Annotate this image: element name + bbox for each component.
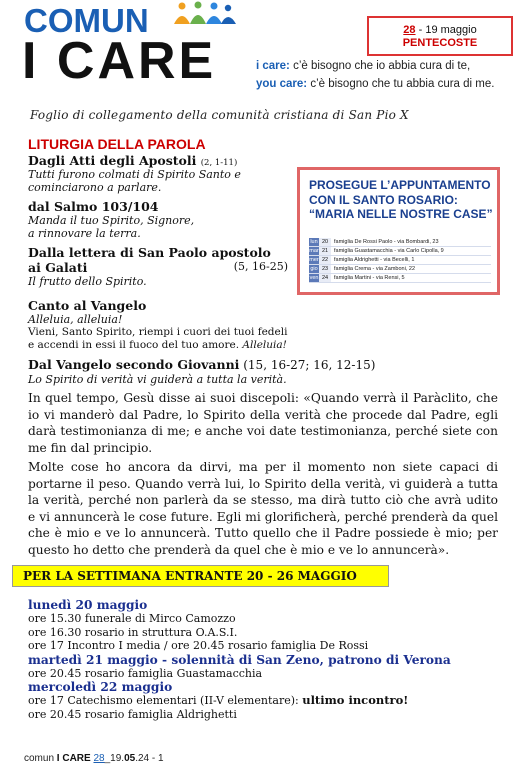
schedule-day: lunedì 20 maggio xyxy=(28,598,148,612)
week-schedule xyxy=(28,598,498,721)
liturgy-title: LITURGIA DELLA PAROLA xyxy=(28,136,206,152)
schedule-day: mercoledì 22 maggio xyxy=(28,680,173,694)
reading-line: Tutti furono colmati di Spirito Santo e xyxy=(28,168,241,181)
reading-line: cominciarono a parlare. xyxy=(28,181,162,194)
issue-date: - 19 maggio xyxy=(415,24,477,36)
reading-title: Dalla lettera di San Paolo apostolo xyxy=(28,245,271,260)
psalm-title: dal Salmo 103/104 xyxy=(28,199,159,214)
reading-ref: (2, 1-11) xyxy=(200,158,238,168)
newsletter-subtitle: Foglio di collegamento della comunità cristiana di San Pio X xyxy=(30,108,409,122)
table-cell-text: famiglia Crema - via Zamboni, 22 xyxy=(334,266,416,272)
table-cell-day: ven xyxy=(309,275,319,281)
reading-title: Dagli Atti degli Apostoli xyxy=(28,153,197,168)
table-cell-text: famiglia Aldrighetti - via Becelli, 1 xyxy=(334,257,415,263)
reading-ref: (5, 16-25) xyxy=(233,260,288,273)
tagline-text: c’è bisogno che tu abbia cura di me. xyxy=(307,78,495,90)
schedule-event: ore 20.45 rosario famiglia Guastamacchia xyxy=(28,666,263,680)
rosary-title: PROSEGUE L’APPUNTAMENTO xyxy=(309,178,491,192)
schedule-event: ore 17 Incontro I media / ore 20.45 rosario famiglia De Rossi xyxy=(28,639,369,652)
gospel-subtitle: Lo Spirito di verità vi guiderà a tutta la verità. xyxy=(28,373,287,386)
table-cell-num: 22 xyxy=(319,256,331,264)
schedule-event: ore 20.45 rosario famiglia Aldrighetti xyxy=(28,707,237,721)
table-cell-day: mer xyxy=(309,257,319,263)
logo-i-care: I CARE xyxy=(22,32,217,90)
gospel-paragraph-2: Molte cose ho ancora da dirvi, ma per il momento non siete capaci di portarne il peso. Quando verrà lui, lo Spirito della verità, vi guiderà a tutta la verità, perché non parlerà da se stesso, ma dirà tutto ciò che avrà udito e vi annuncerà le cose future. Egli mi glorificherà, perché prenderà da quel che è mio e ve lo annuncerà. Tutto quello che il Padre possiede è mio; per questo ho detto che prenderà da quel che è mio e ve lo annuncerà». xyxy=(28,460,498,557)
feast-name: PENTECOSTE xyxy=(402,37,478,49)
reading-title: ai Galati xyxy=(28,260,88,275)
table-cell-num: 20 xyxy=(319,238,331,246)
footer-date-bold: 05 xyxy=(124,753,136,764)
table-cell-num: 21 xyxy=(319,247,331,255)
rosary-title: “MARIA NELLE NOSTRE CASE” xyxy=(309,207,493,221)
table-row xyxy=(309,247,491,256)
reading-1 xyxy=(28,153,288,194)
table-row xyxy=(309,238,491,247)
rosary-box xyxy=(297,167,500,295)
gospel-acclamation xyxy=(28,298,303,352)
gospel-ref: (15, 16-27; 16, 12-15) xyxy=(239,358,376,372)
table-row xyxy=(309,274,491,283)
rosary-title: CON IL SANTO ROSARIO: xyxy=(309,192,458,207)
reading-line: Il frutto dello Spirito. xyxy=(28,275,147,288)
reading-2 xyxy=(28,245,288,288)
schedule-event: ore 15.30 funerale di Mirco Camozzo xyxy=(28,612,236,625)
page-footer xyxy=(24,753,164,764)
canto-line: e accendi in essi il fuoco del tuo amore. xyxy=(28,339,243,351)
logo-comun: COMUN xyxy=(24,2,149,39)
gospel-paragraph-1: In quel tempo, Gesù disse ai suoi discepoli: «Quando verrà il Paràclito, che io vi manderò dal Padre, lo Spirito della verità che procede dal Padre, egli darà testimonianza di me; e anche voi date testimonianza, perché siete con me fin dal principio. xyxy=(28,391,498,455)
footer-text: comun xyxy=(24,753,57,764)
issue-date-box xyxy=(367,16,513,56)
gospel-title: Dal Vangelo secondo Giovanni xyxy=(28,357,240,372)
canto-line: Alleluia, alleluia! xyxy=(28,313,123,326)
psalm xyxy=(28,199,288,240)
footer-text: .24 - 1 xyxy=(135,753,164,764)
table-row xyxy=(309,256,491,265)
table-cell-day: lun xyxy=(310,239,318,245)
people-logo-icon xyxy=(170,0,240,26)
schedule-highlight: ultimo incontro! xyxy=(302,693,409,707)
psalm-line: a rinnovare la terra. xyxy=(28,227,141,240)
schedule-event: ore 16.30 rosario in struttura O.A.S.I. xyxy=(28,625,238,639)
schedule-day: martedì 21 maggio - solennità di San Zeno, patrono di Verona xyxy=(28,652,451,667)
canto-alleluia: Alleluia! xyxy=(242,339,287,351)
table-cell-num: 24 xyxy=(319,274,331,282)
tagline-label: you care: xyxy=(256,78,308,90)
table-cell-text: famiglia Guastamacchia - via Carlo Cipolla, 9 xyxy=(334,248,444,254)
canto-line: Vieni, Santo Spirito, riempi i cuori dei tuoi fedeli xyxy=(28,326,288,338)
footer-text: _19. xyxy=(104,753,125,764)
table-row xyxy=(309,265,491,274)
footer-issue: 28 xyxy=(93,753,105,764)
tagline-label: i care: xyxy=(256,60,290,72)
table-cell-text: famiglia De Rossi Paolo - via Bombardi, 23 xyxy=(334,239,439,245)
psalm-line: Manda il tuo Spirito, Signore, xyxy=(28,214,195,227)
table-cell-text: famiglia Martini - via Rensi, 5 xyxy=(334,275,405,281)
week-banner: PER LA SETTIMANA ENTRANTE 20 - 26 MAGGIO xyxy=(12,565,389,587)
table-cell-day: gio xyxy=(310,266,318,272)
footer-brand: I CARE xyxy=(56,753,91,764)
tagline-text: c’è bisogno che io abbia cura di te, xyxy=(289,60,471,72)
rosary-table xyxy=(309,238,491,283)
canto-title: Canto al Vangelo xyxy=(28,298,147,313)
tagline-i-care xyxy=(256,60,470,72)
schedule-event: ore 17 Catechismo elementari (II-V elementare): xyxy=(28,694,303,707)
gospel-heading xyxy=(28,354,388,386)
issue-number: 28 xyxy=(403,24,416,36)
table-cell-num: 23 xyxy=(319,265,331,273)
table-cell-day: mar xyxy=(309,248,319,254)
tagline-you-care xyxy=(256,78,494,90)
